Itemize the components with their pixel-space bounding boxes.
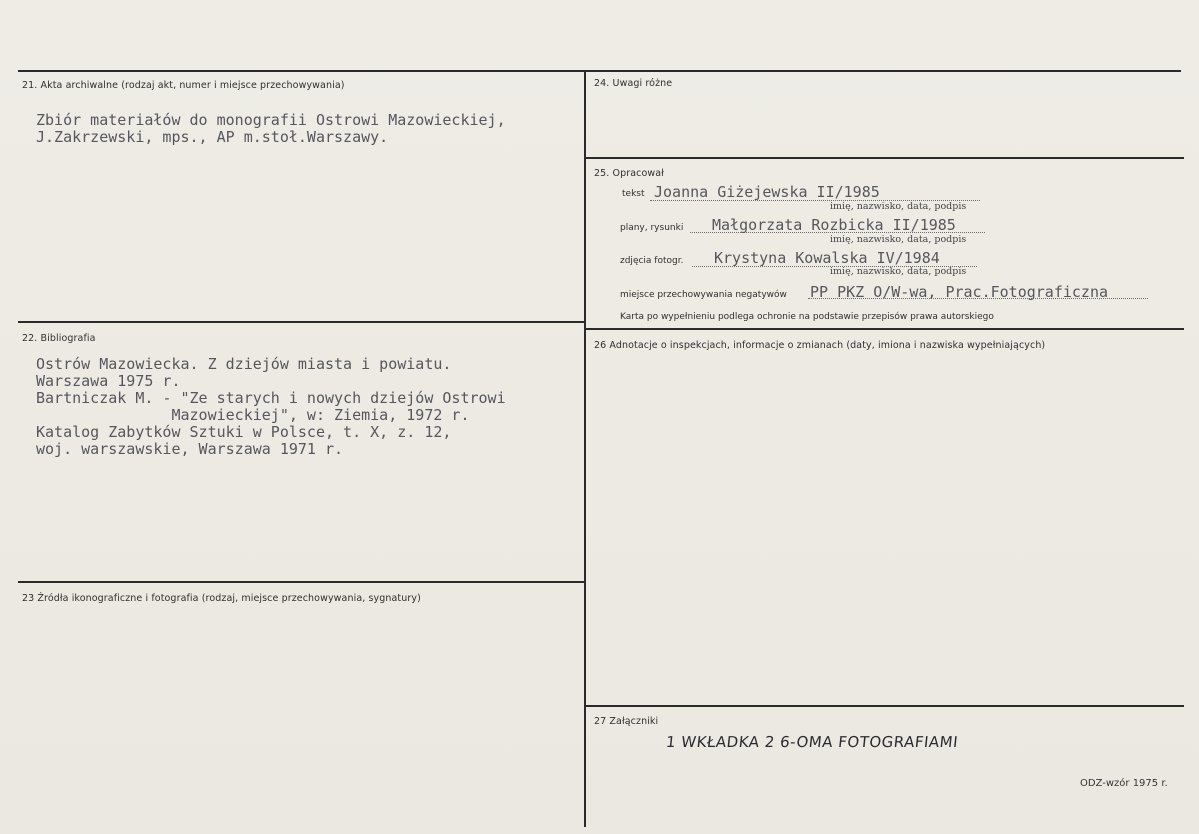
attachments-handwriting: 1 WKŁADKA 2 6-OMA FOTOGRAFIAMI bbox=[665, 733, 960, 751]
section-21-line-1: Zbiór materiałów do monografii Ostrowi Mazowieckiej, bbox=[36, 111, 506, 129]
zdjecia-caption: imię, nazwisko, data, podpis bbox=[830, 266, 967, 277]
section-24-label: 24. Uwagi różne bbox=[594, 78, 673, 89]
vertical-divider bbox=[584, 70, 586, 827]
section-23-label: 23 Źródła ikonograficzne i fotografia (rodzaj, miejsce przechowywania, sygnatury) bbox=[22, 593, 421, 604]
tekst-caption: imię, nazwisko, data, podpis bbox=[830, 201, 967, 212]
section-27-label: 27 Załączniki bbox=[594, 716, 659, 727]
bibliography-line: Ostrów Mazowiecka. Z dziejów miasta i powiatu. bbox=[36, 355, 452, 373]
bibliography-line: Warszawa 1975 r. bbox=[36, 372, 181, 390]
bibliography-line: Mazowieckiej", w: Ziemia, 1972 r. bbox=[36, 406, 470, 424]
rule-22 bbox=[18, 321, 584, 323]
bibliography-line: Katalog Zabytków Sztuki w Polsce, t. X, z. 12, bbox=[36, 423, 452, 441]
plany-caption: imię, nazwisko, data, podpis bbox=[830, 234, 967, 245]
section-22-label: 22. Bibliografia bbox=[22, 333, 96, 344]
form-footer: ODZ-wzór 1975 r. bbox=[1080, 778, 1168, 789]
bibliography-line: Bartniczak M. - "Ze starych i nowych dziejów Ostrowi bbox=[36, 389, 506, 407]
copyright-note: Karta po wypełnieniu podlega ochronie na podstawie przepisów prawa autorskiego bbox=[620, 312, 994, 322]
rule-25 bbox=[586, 157, 1184, 159]
section-25-label: 25. Opracował bbox=[594, 168, 664, 179]
zdjecia-value: Krystyna Kowalska IV/1984 bbox=[714, 249, 940, 267]
bibliography-line: woj. warszawskie, Warszawa 1971 r. bbox=[36, 440, 344, 458]
section-21-label: 21. Akta archiwalne (rodzaj akt, numer i miejsce przechowywania) bbox=[22, 80, 345, 91]
rule-26 bbox=[586, 328, 1184, 330]
zdjecia-label: zdjęcia fotogr. bbox=[620, 256, 684, 266]
negatywy-label: miejsce przechowywania negatywów bbox=[620, 290, 787, 300]
top-rule bbox=[18, 70, 1181, 72]
tekst-value: Joanna Giżejewska II/1985 bbox=[654, 183, 880, 201]
plany-value: Małgorzata Rozbicka II/1985 bbox=[712, 216, 956, 234]
section-21-line-2: J.Zakrzewski, mps., AP m.stoł.Warszawy. bbox=[36, 128, 389, 146]
tekst-label: tekst bbox=[622, 189, 645, 199]
rule-23 bbox=[18, 581, 584, 583]
plany-label: plany, rysunki bbox=[620, 223, 684, 233]
negatywy-value: PP PKZ O/W-wa, Prac.Fotograficzna bbox=[810, 283, 1109, 301]
rule-27 bbox=[586, 705, 1184, 707]
section-26-label: 26 Adnotacje o inspekcjach, informacje o zmianach (daty, imiona i nazwiska wypełniających) bbox=[594, 340, 1046, 351]
